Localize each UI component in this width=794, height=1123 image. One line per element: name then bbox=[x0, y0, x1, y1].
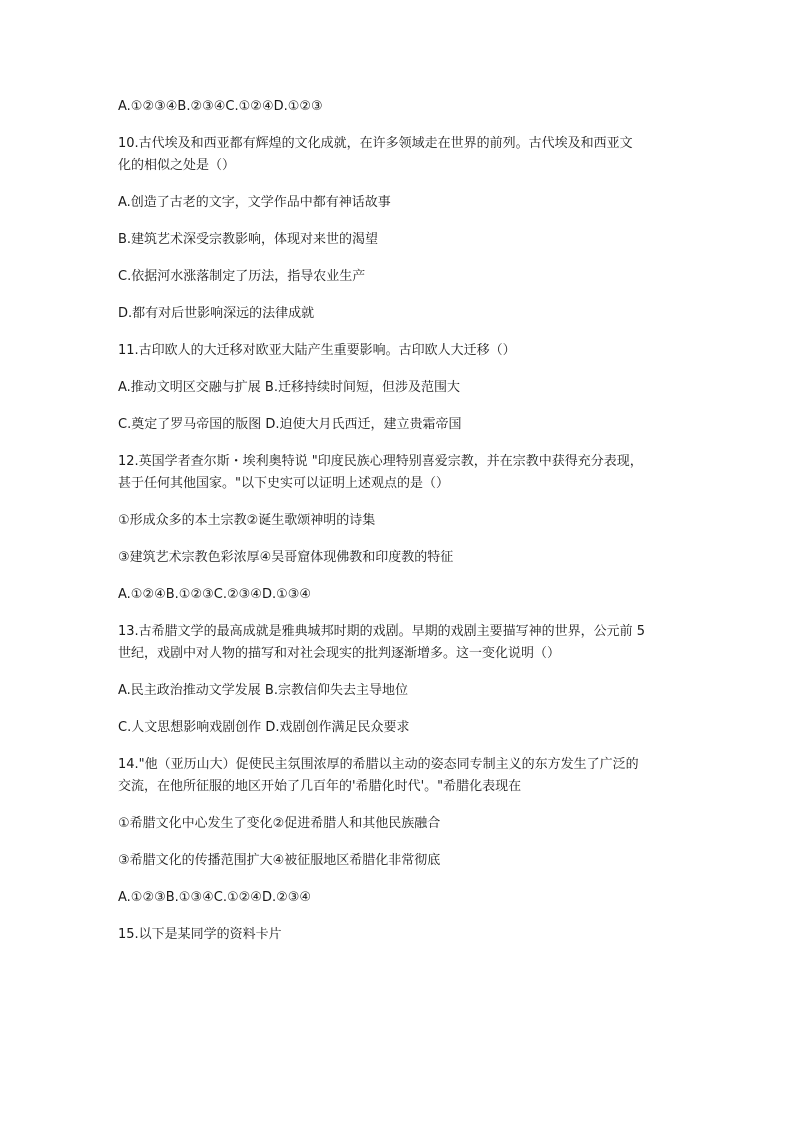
question-13-options-ab-block bbox=[118, 680, 678, 702]
question-9-options-block bbox=[118, 96, 678, 118]
question-14-statements-1-2: ①希腊文化中心发生了变化②促进希腊人和其他民族融合 bbox=[118, 816, 441, 831]
question-10-option-a: A.创造了古老的文字，文学作品中都有神话故事 bbox=[118, 195, 391, 210]
question-11-options-ab-block bbox=[118, 377, 678, 399]
question-15-stem: 15.以下是某同学的资料卡片 bbox=[118, 927, 282, 942]
question-12-options: A.①②④B.①②③C.②③④D.①③④ bbox=[118, 587, 312, 602]
question-13-stem-line-1: 13.古希腊文学的最高成就是雅典城邦时期的戏剧。早期的戏剧主要描写神的世界，公元前 5 bbox=[118, 624, 646, 639]
question-12-statements-3-4-block bbox=[118, 547, 678, 569]
question-14-stem bbox=[118, 754, 678, 798]
question-10-stem-line-1: 10.古代埃及和西亚都有辉煌的文化成就，在许多领域走在世界的前列。古代埃及和西亚文 bbox=[118, 136, 633, 151]
question-13-options-cd-block bbox=[118, 717, 678, 739]
question-10-option-b-block bbox=[118, 229, 678, 251]
question-12-statements-1-2: ①形成众多的本土宗教②诞生歌颂神明的诗集 bbox=[118, 513, 376, 528]
question-11-stem-block bbox=[118, 340, 678, 362]
question-15-stem-block bbox=[118, 924, 678, 946]
question-13-options-cd: C.人文思想影响戏剧创作 D.戏剧创作满足民众要求 bbox=[118, 720, 410, 735]
question-10-option-c: C.依据河水涨落制定了历法，指导农业生产 bbox=[118, 269, 366, 284]
question-10-option-d-block bbox=[118, 303, 678, 325]
question-14-options: A.①②③B.①③④C.①②④D.②③④ bbox=[118, 890, 312, 905]
question-11-options-ab: A.推动文明区交融与扩展 B.迁移持续时间短，但涉及范围大 bbox=[118, 380, 460, 395]
question-14-stem-line-2: 交流，在他所征服的地区开始了几百年的'希腊化时代'。"希腊化表现在 bbox=[118, 779, 522, 794]
question-11-stem: 11.古印欧人的大迁移对欧亚大陆产生重要影响。古印欧人大迁移（） bbox=[118, 343, 516, 358]
question-10-stem-line-2: 化的相似之处是（） bbox=[118, 158, 236, 173]
question-12-stem-line-2: 甚于任何其他国家。"以下史实可以证明上述观点的是（） bbox=[118, 476, 449, 491]
question-12-stem-line-1: 12.英国学者查尔斯・埃利奥特说 "印度民族心理特别喜爱宗教，并在宗教中获得充分表现， bbox=[118, 454, 643, 469]
question-12-options-block bbox=[118, 584, 678, 606]
question-9-options: A.①②③④B.②③④C.①②④D.①②③ bbox=[118, 99, 323, 114]
question-14-statements-3-4: ③希腊文化的传播范围扩大④被征服地区希腊化非常彻底 bbox=[118, 853, 441, 868]
question-13-stem-line-2: 世纪，戏剧中对人物的描写和对社会现实的批判逐渐增多。这一变化说明（） bbox=[118, 646, 561, 661]
question-10-option-c-block bbox=[118, 266, 678, 288]
question-13-stem bbox=[118, 621, 678, 665]
exam-page bbox=[118, 96, 678, 961]
question-12-statements-1-2-block bbox=[118, 510, 678, 532]
question-14-statements-3-4-block bbox=[118, 850, 678, 872]
question-10-option-d: D.都有对后世影响深远的法律成就 bbox=[118, 306, 315, 321]
question-10-option-a-block bbox=[118, 192, 678, 214]
question-13-options-ab: A.民主政治推动文学发展 B.宗教信仰失去主导地位 bbox=[118, 683, 408, 698]
question-11-options-cd: C.奠定了罗马帝国的版图 D.迫使大月氏西迁，建立贵霜帝国 bbox=[118, 417, 462, 432]
question-14-stem-line-1: 14."他（亚历山大）促使民主氛围浓厚的希腊以主动的姿态同专制主义的东方发生了广泛的 bbox=[118, 757, 639, 772]
question-12-statements-3-4: ③建筑艺术宗教色彩浓厚④吴哥窟体现佛教和印度教的特征 bbox=[118, 550, 454, 565]
question-10-stem bbox=[118, 133, 678, 177]
question-14-options-block bbox=[118, 887, 678, 909]
question-10-option-b: B.建筑艺术深受宗教影响，体现对来世的渴望 bbox=[118, 232, 379, 247]
question-14-statements-1-2-block bbox=[118, 813, 678, 835]
question-12-stem bbox=[118, 451, 678, 495]
question-11-options-cd-block bbox=[118, 414, 678, 436]
